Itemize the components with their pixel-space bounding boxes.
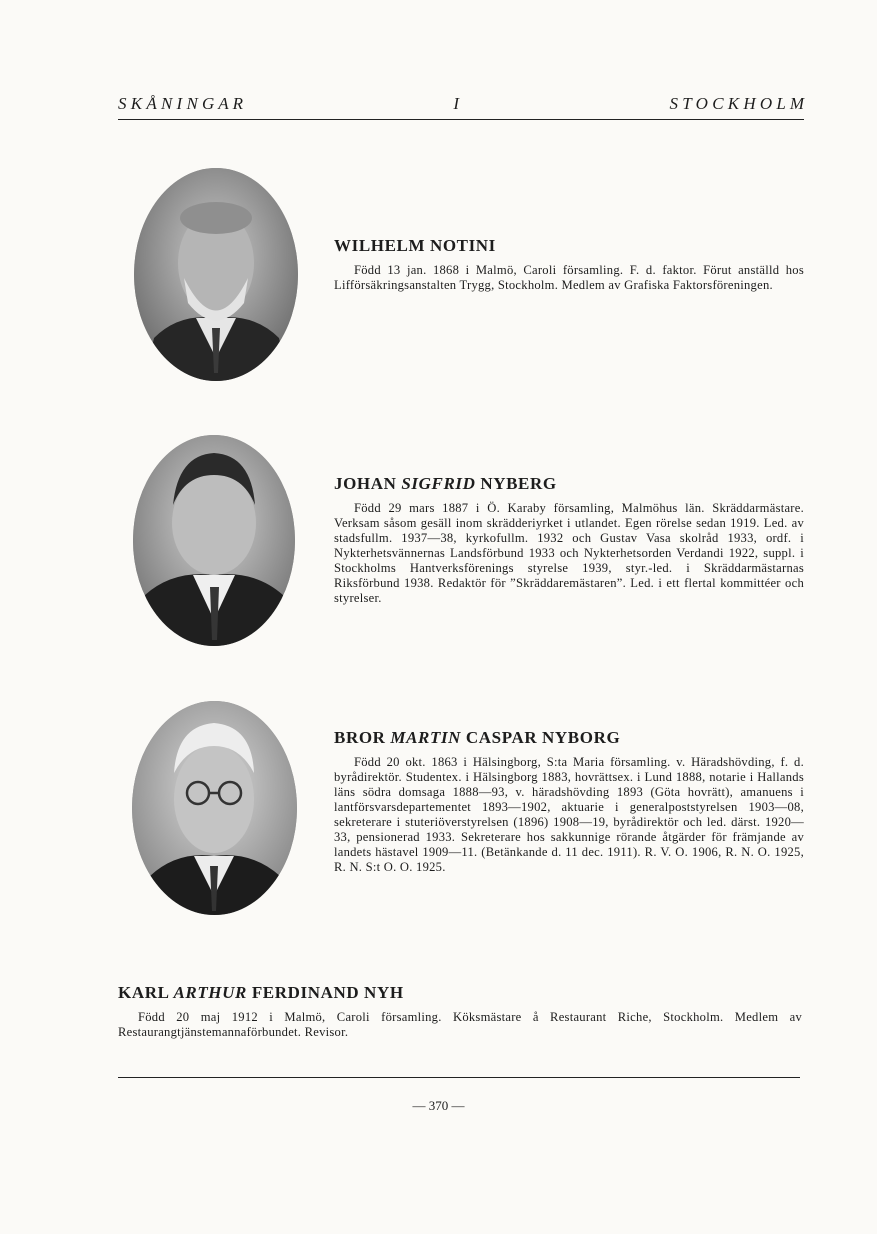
entry-nyh xyxy=(118,983,802,1040)
name-part-italic: ARTHUR xyxy=(173,983,247,1002)
person-bio: Född 20 okt. 1863 i Hälsingborg, S:ta Maria församling. v. Häradshövding, f. d. byrådirektör. Studentex. i Hälsingborg 1883, hovrättsex. i Lund 1888, notarie i Hallands läns södra domsaga 1888—93, v. häradshövding 1893 (Göta hovrätt), amanuens i lantförsvarsdepartementet 1893—1902, aktuarie i generalpoststyrelsen 1903—08, sekreterare i stuteriöverstyrelsen (1896) 1908—19, byrådirektör och led. därst. 1920—33, pensionerad 1933. Sekreterare hos sakkunnige rörande åtgärder för främjande av landets hästavel 1909—11. (Betänkande d. 11 dec. 1911). R. V. O. 1906, R. N. O. 1925, R. N. S:t O. O. 1925. xyxy=(334,755,804,874)
header-word-1: S K Å N I N G A R xyxy=(118,94,243,113)
person-name xyxy=(334,474,804,494)
running-header xyxy=(118,94,804,114)
person-bio: Född 20 maj 1912 i Malmö, Caroli församling. Köksmästare å Restaurant Riche, Stockholm. Medlem av Restaurangtjänstemannaförbundet. Revisor. xyxy=(118,1010,802,1039)
name-part: BROR xyxy=(334,728,386,747)
footer-rule xyxy=(118,1077,800,1078)
name-part-italic: SIGFRID xyxy=(401,474,476,493)
name-part: NYBERG xyxy=(480,474,557,493)
person-bio: Född 13 jan. 1868 i Malmö, Caroli församling. F. d. faktor. Förut anställd hos Lifförsäkringsanstalten Trygg, Stockholm. Medlem av Grafiska Faktorsföreningen. xyxy=(334,263,804,292)
name-part: CASPAR NYBORG xyxy=(465,728,621,747)
name-part: FERDINAND NYH xyxy=(251,983,404,1002)
portrait-photo xyxy=(133,435,295,646)
name-part: WILHELM NOTINI xyxy=(334,236,496,255)
portrait-photo xyxy=(132,701,297,915)
entry-nyborg xyxy=(334,728,804,875)
page-number: — 370 — xyxy=(412,1098,465,1113)
person-name xyxy=(334,236,804,256)
entry-nyberg xyxy=(334,474,804,606)
header-rule xyxy=(118,119,804,120)
person-name xyxy=(334,728,804,748)
name-part: JOHAN xyxy=(334,474,397,493)
entry-notini xyxy=(334,236,804,293)
name-part: KARL xyxy=(118,983,169,1002)
header-word-3: S T O C K H O L M xyxy=(669,94,804,113)
portrait-photo xyxy=(134,168,298,381)
person-bio: Född 29 mars 1887 i Ö. Karaby församling, Malmöhus län. Skräddarmästare. Verksam såsom gesäll inom skrädderiyrket i utlandet. Egen rörelse sedan 1919. Led. av stadsfullm. 1937—38, kyrkofullm. 1932 och Gustav Vasa skolråd 1933, ordf. i Nykterhetsvännernas Landsförbund 1933 och Nykterhetsorden Verdandi 1922, suppl. i Stockholms Hantverksförenings styrelse 1939, styr.-led. i Skräddarmästarnas Riksförbund 1938. Redaktör för ”Skräddaremästaren”. Led. i ett flertal kommittéer och styrelser. xyxy=(334,501,804,605)
person-name xyxy=(118,983,802,1003)
name-part-italic: MARTIN xyxy=(390,728,462,747)
header-word-2: I xyxy=(453,94,460,113)
